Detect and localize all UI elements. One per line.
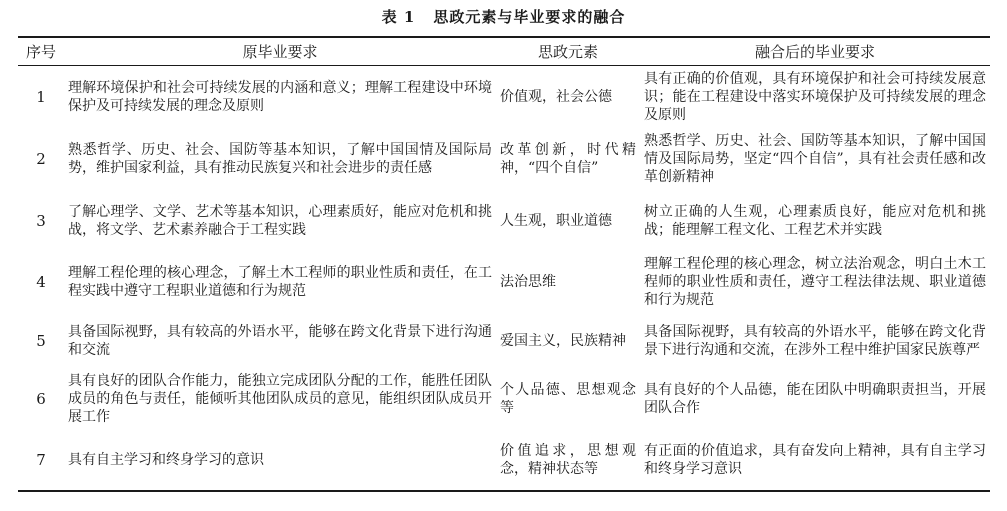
row-original: 了解心理学、文学、艺术等基本知识，心理素质好，能应对危机和挑战，将文学、艺术素养融合于工程实践 [68,203,492,238]
row-original: 具有自主学习和终身学习的意识 [68,452,264,468]
row-merged: 具有正确的价值观，具有环境保护和社会可持续发展意识；能在工程建设中落实环境保护及可持续发展的理念及原则 [644,71,986,123]
row-original: 熟悉哲学、历史、社会、国防等基本知识，了解中国国情及国际局势，维护国家利益，具有推动民族复兴和社会进步的责任感 [68,142,492,176]
row-index: 2 [36,150,46,168]
row-element: 个人品德、思想观念等 [500,382,636,416]
row-merged: 理解工程伦理的核心理念，树立法治观念，明白土木工程师的职业性质和责任，遵守工程法律法规、职业道德和行为规范 [644,256,986,308]
row-element: 价值观，社会公德 [500,89,612,105]
row-merged: 具备国际视野，具有较高的外语水平，能够在跨文化背景下进行沟通和交流，在涉外工程中维护国家民族尊严 [644,323,986,358]
table-label: 表 1 [381,8,416,26]
row-element: 价值追求，思想观念，精神状态等 [500,443,636,477]
header-element: 思政元素 [537,42,598,61]
row-index: 6 [36,390,46,408]
header-index: 序号 [25,42,56,61]
integration-table [18,36,990,492]
row-index: 5 [36,331,46,350]
row-index: 7 [36,451,46,469]
table-row [18,66,990,129]
table-title: 思政元素与毕业要求的融合 [433,8,626,26]
table-row [18,368,990,430]
row-element: 人生观，职业道德 [500,212,612,229]
row-element: 爱国主义，民族精神 [500,332,626,349]
table-row [18,313,990,368]
table-row [18,251,990,313]
header-merged: 融合后的毕业要求 [754,42,875,61]
table-caption [0,6,1007,27]
table-row [18,128,990,190]
row-index: 3 [36,211,46,230]
row-index: 4 [36,273,46,291]
table-row [18,190,990,251]
table-header-row [18,37,990,66]
header-original: 原毕业要求 [242,42,318,61]
row-merged: 树立正确的人生观，心理素质良好，能应对危机和挑战；能理解工程文化、工程艺术并实践 [644,203,986,238]
row-original: 具有良好的团队合作能力，能独立完成团队分配的工作，能胜任团队成员的角色与责任，能倾听其他团队成员的意见，能组织团队成员开展工作 [68,373,492,425]
row-original: 理解工程伦理的核心理念，了解土木工程师的职业性质和责任，在工程实践中遵守工程职业道德和行为规范 [68,265,492,299]
row-merged: 有正面的价值追求，具有奋发向上精神，具有自主学习和终身学习意识 [644,443,986,477]
table-row [18,430,990,491]
row-element: 法治思维 [500,274,556,290]
row-merged: 熟悉哲学、历史、社会、国防等基本知识，了解中国国情及国际局势，坚定“四个自信”，具有社会责任感和改革创新精神 [644,133,986,185]
row-original: 理解环境保护和社会可持续发展的内涵和意义；理解工程建设中环境保护及可持续发展的理念及原则 [68,80,492,114]
row-original: 具备国际视野，具有较高的外语水平，能够在跨文化背景下进行沟通和交流 [68,323,492,358]
row-index: 1 [36,88,46,106]
row-element: 改革创新，时代精神，“四个自信” [500,142,636,176]
row-merged: 具有良好的个人品德，能在团队中明确职责担当，开展团队合作 [644,382,986,416]
